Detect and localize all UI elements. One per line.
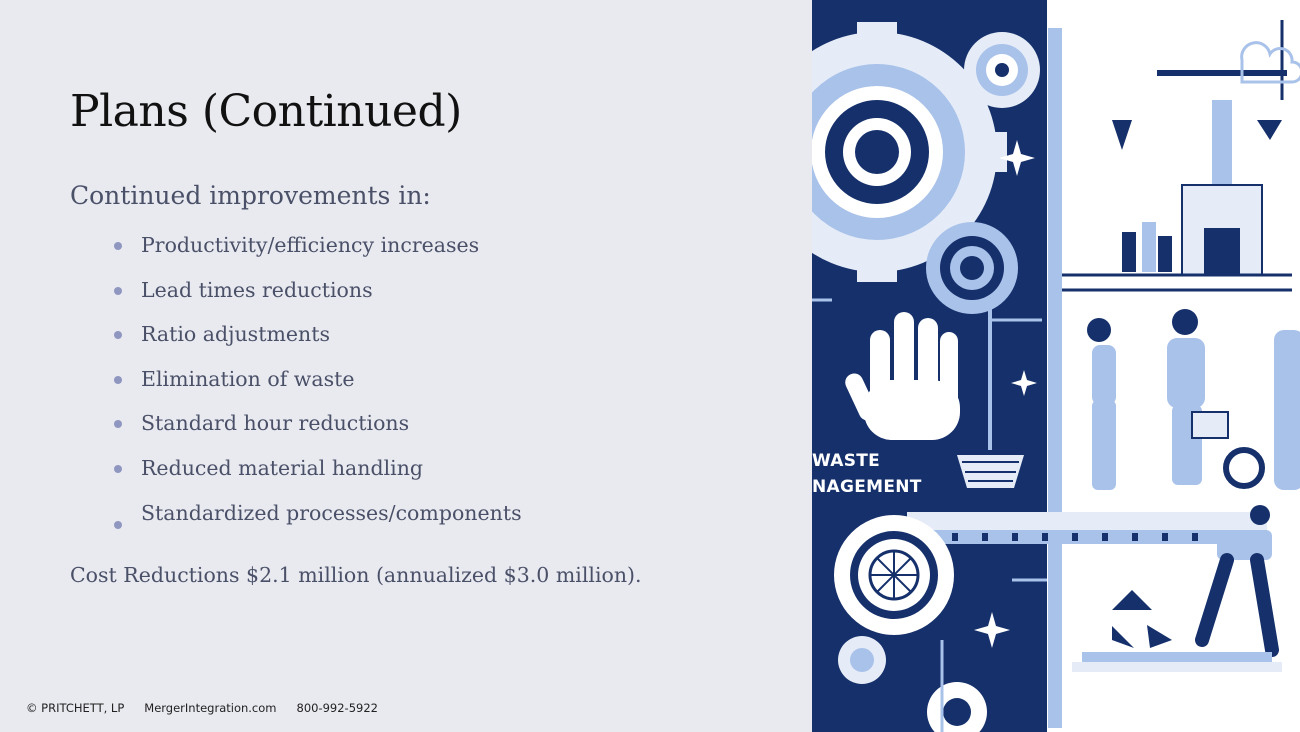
conveyor-icon xyxy=(907,512,1267,544)
bullet-text: Ratio adjustments xyxy=(141,322,330,347)
bullet-list xyxy=(114,228,522,540)
footer-copyright: © PRITCHETT, LP xyxy=(26,701,125,715)
slide-title: Plans (Continued) xyxy=(70,86,462,137)
waste-management-illustration xyxy=(812,0,1300,732)
bullet-dot xyxy=(114,465,122,473)
bullet-dot xyxy=(114,521,122,529)
bullet-item xyxy=(114,496,522,541)
divider-pipe xyxy=(1048,28,1062,728)
bullet-item xyxy=(114,406,522,451)
bullet-text: Reduced material handling xyxy=(141,455,424,480)
bullet-item xyxy=(114,273,522,318)
bullet-text: Standard hour reductions xyxy=(141,411,410,436)
bullet-dot xyxy=(114,331,122,339)
illustration-label-line2: NAGEMENT xyxy=(812,477,922,497)
bullet-item xyxy=(114,317,522,362)
bullet-dot xyxy=(114,420,122,428)
bullet-text: Elimination of waste xyxy=(141,366,355,391)
bullet-text: Lead times reductions xyxy=(141,277,373,302)
bullet-dot xyxy=(114,287,122,295)
bullet-item xyxy=(114,362,522,407)
bullet-dot xyxy=(114,242,122,250)
illustration-label-line1: WASTE xyxy=(812,451,881,471)
mid-gear-icon xyxy=(926,222,1018,314)
footer-phone: 800-992-5922 xyxy=(296,701,378,715)
bullet-item xyxy=(114,228,522,273)
bullet-text: Productivity/efficiency increases xyxy=(141,233,480,257)
illustration-graphic xyxy=(812,0,1300,732)
bullet-text: Standardized processes/components xyxy=(141,500,522,525)
intro-text: Continued improvements in: xyxy=(70,181,431,210)
bottom-gear-icon xyxy=(834,515,954,635)
bullet-dot xyxy=(114,376,122,384)
bullet-item xyxy=(114,451,522,496)
small-gear-icon xyxy=(964,32,1040,108)
footer xyxy=(26,701,378,715)
cost-reduction-summary: Cost Reductions $2.1 million (annualized $3.0 million). xyxy=(70,563,642,587)
footer-website: MergerIntegration.com xyxy=(144,701,277,715)
